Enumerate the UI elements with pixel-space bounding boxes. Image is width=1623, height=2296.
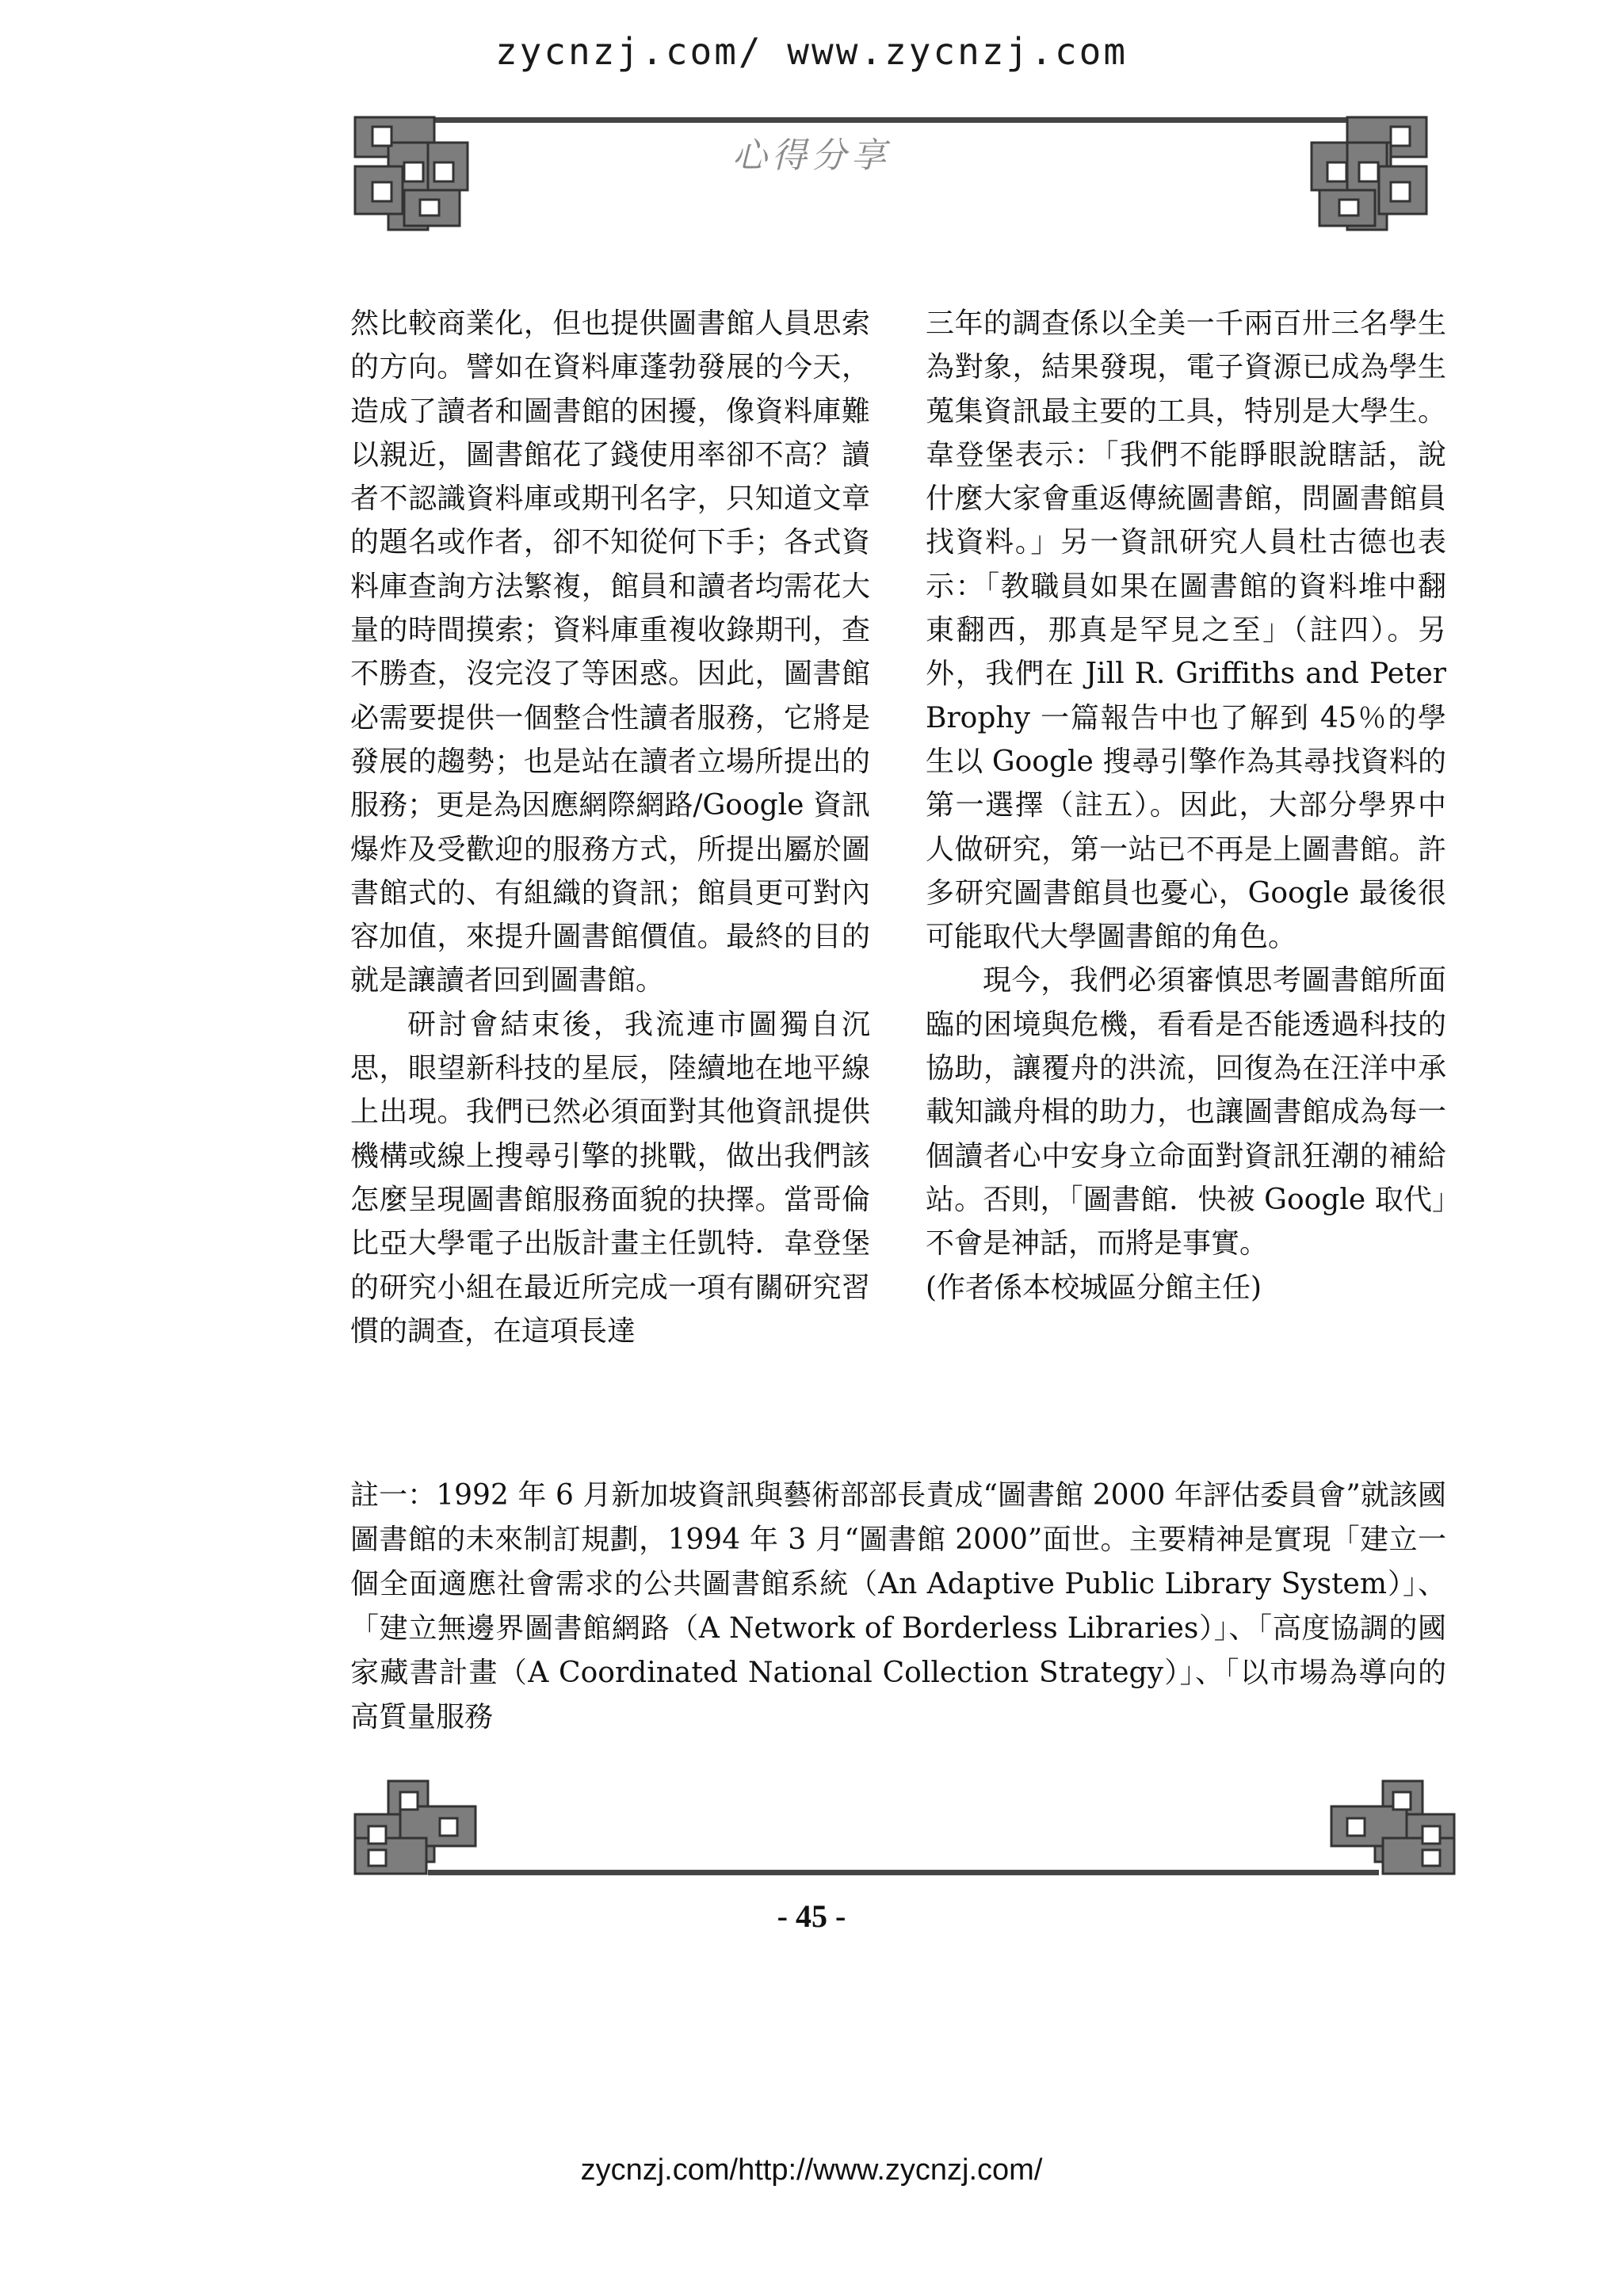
top-watermark: zycnzj.com/ www.zycnzj.com bbox=[495, 30, 1128, 73]
left-column bbox=[350, 302, 870, 1353]
section-title: 心得分享 bbox=[732, 135, 891, 176]
left-paragraph-1: 然比較商業化，但也提供圖書館人員思索的方向。譬如在資料庫蓬勃發展的今天，造成了讀者和圖書館的困擾，像資料庫難以親近，圖書館花了錢使用率卻不高？讀者不認識資料庫或期刊名字，只知道文章的題名或作者，卻不知從何下手；各式資料庫查詢方法繁複，館員和讀者均需花大量的時間摸索；資料庫重複收錄期刊，查不勝查，沒完沒了等困惑。因此，圖書館必需要提供一個整合性讀者服務，它將是發展的趨勢；也是站在讀者立場所提出的服務；更是為因應網際網路/Google 資訊爆炸及受歡迎的服務方式，所提出屬於圖書館式的、有組織的資訊；館員更可對內容加值，來提升圖書館價值。最終的目的就是讓讀者回到圖書館。 bbox=[350, 307, 870, 997]
footnote bbox=[350, 1474, 1446, 1740]
left-paragraph-2: 研討會結束後，我流連市圖獨自沉思，眼望新科技的星辰，陸續地在地平線上出現。我們已然必須面對其他資訊提供機構或線上搜尋引擎的挑戰，做出我們該怎麼呈現圖書館服務面貌的抉擇。當哥倫比亞大學電子出版計畫主任凱特．韋登堡的研究小組在最近所完成一項有關研究習慣的調查，在這項長達 bbox=[350, 1008, 870, 1348]
author-note: (作者係本校城區分館主任) bbox=[926, 1271, 1262, 1304]
bottom-rule bbox=[428, 1870, 1379, 1875]
bottom-watermark: zycnzj.com/http://www.zycnzj.com/ bbox=[580, 2153, 1043, 2187]
right-paragraph-2: 現今，我們必須審慎思考圖書館所面臨的困境與危機，看看是否能透過科技的協助，讓覆舟的洪流，回復為在汪洋中承載知識舟楫的助力，也讓圖書館成為每一個讀者心中安身立命面對資訊狂潮的補給站。否則，「圖書館．快被 Google 取代」不會是神話，而將是事實。 bbox=[926, 964, 1446, 1261]
right-column bbox=[926, 302, 1446, 1310]
top-rule bbox=[428, 117, 1351, 123]
footnote-text: 註一：1992 年 6 月新加坡資訊與藝術部部長責成“圖書館 2000 年評估委員會”就該國圖書館的未來制訂規劃，1994 年 3 月“圖書館 2000”面世。主要精神是實現「建立一個全面適應社會需求的公共圖書館系統（An Adaptive Public Library System）」、「建立無邊界圖書館網路（A Network of Borderless Libraries）」、「高度協調的國家藏書計畫（A Coordinated National Collection Strategy）」、「以市場為導向的高質量服務 bbox=[350, 1479, 1446, 1733]
bottom-left-knot-ornament bbox=[355, 1781, 475, 1874]
page-number: - 45 - bbox=[777, 1898, 846, 1934]
bottom-right-knot-ornament bbox=[1331, 1781, 1454, 1874]
right-paragraph-1: 三年的調查係以全美一千兩百卅三名學生為對象，結果發現，電子資源已成為學生蒐集資訊最主要的工具，特別是大學生。韋登堡表示：「我們不能睜眼說瞎話，說什麼大家會重返傳統圖書館，問圖書館員找資料。」另一資訊研究人員杜古德也表示：「教職員如果在圖書館的資料堆中翻東翻西，那真是罕見之至」（註四）。另外，我們在 Jill R. Griffiths and Peter Brophy 一篇報告中也了解到 45％的學生以 Google 搜尋引擎作為其尋找資料的第一選擇（註五）。因此，大部分學界中人做研究，第一站已不再是上圖書館。許多研究圖書館員也憂心，Google 最後很可能取代大學圖書館的角色。 bbox=[926, 307, 1446, 954]
